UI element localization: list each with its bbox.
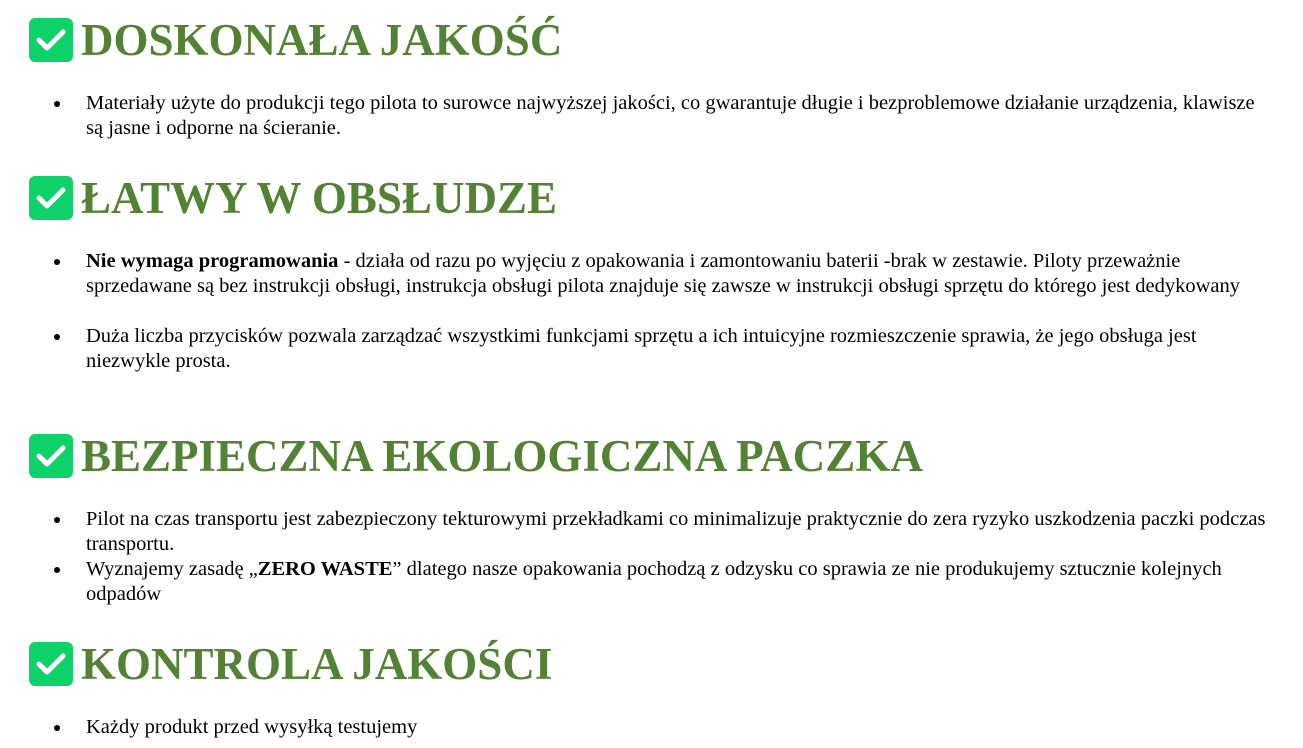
bullet-list xyxy=(0,249,1266,374)
bullet-bold-text: ZERO WASTE xyxy=(257,558,393,580)
section-heading-doskonala-jakosc xyxy=(29,17,562,63)
section-title: BEZPIECZNA EKOLOGICZNA PACZKA xyxy=(81,431,923,481)
list-item xyxy=(0,507,1266,557)
section-title: KONTROLA JAKOŚCI xyxy=(81,639,553,689)
bullet-text: - działa od razu po wyjęciu z opakowania i zamontowaniu baterii -brak w zestawie. Piloty przeważnie sprzedawane są bez instrukcji obsługi, instrukcja obsługi pilota znajduje się zawsze w instrukcji obsługi sprzętu do którego jest dedykowany xyxy=(86,250,1240,297)
section-heading-latwy-w-obsludze xyxy=(29,175,557,221)
bullet-text: Duża liczba przycisków pozwala zarządzać wszystkimi funkcjami sprzętu a ich intuicyjne rozmieszczenie sprawia, że jego obsługa jest niezwykle prosta. xyxy=(86,325,1197,372)
bullet-text: ” dlatego nasze opakowania pochodzą z odzysku co sprawia ze nie produkujemy sztucznie kolejnych odpadów xyxy=(86,558,1222,605)
checkbox-checked-icon xyxy=(29,642,73,686)
bullet-list xyxy=(0,91,1266,141)
checkbox-checked-icon xyxy=(29,176,73,220)
section-heading-kontrola-jakosci xyxy=(29,641,552,687)
section-heading-bezpieczna-paczka xyxy=(29,433,923,479)
section-title: ŁATWY W OBSŁUDZE xyxy=(81,173,557,223)
list-item xyxy=(0,249,1266,299)
bullet-list xyxy=(0,715,1266,740)
checkbox-checked-icon xyxy=(29,18,73,62)
bullet-text: Pilot na czas transportu jest zabezpieczony tekturowymi przekładkami co minimalizuje praktycznie do zera ryzyko uszkodzenia paczki podczas transportu. xyxy=(86,508,1266,555)
checkbox-checked-icon xyxy=(29,434,73,478)
bullet-text: Materiały użyte do produkcji tego pilota to surowce najwyższej jakości, co gwarantuje długie i bezproblemowe działanie urządzenia, klawisze są jasne i odporne na ścieranie. xyxy=(86,92,1255,139)
bullet-list xyxy=(0,507,1266,607)
bullet-prefix-text: Wyznajemy zasadę „ xyxy=(86,558,258,580)
section-title: DOSKONAŁA JAKOŚĆ xyxy=(81,15,563,65)
bullet-text: Każdy produkt przed wysyłką testujemy xyxy=(86,716,418,738)
list-item xyxy=(0,557,1266,607)
list-item xyxy=(0,91,1266,141)
bullet-bold-text: Nie wymaga programowania xyxy=(86,250,339,272)
list-item xyxy=(0,715,1266,740)
list-item xyxy=(0,324,1266,374)
